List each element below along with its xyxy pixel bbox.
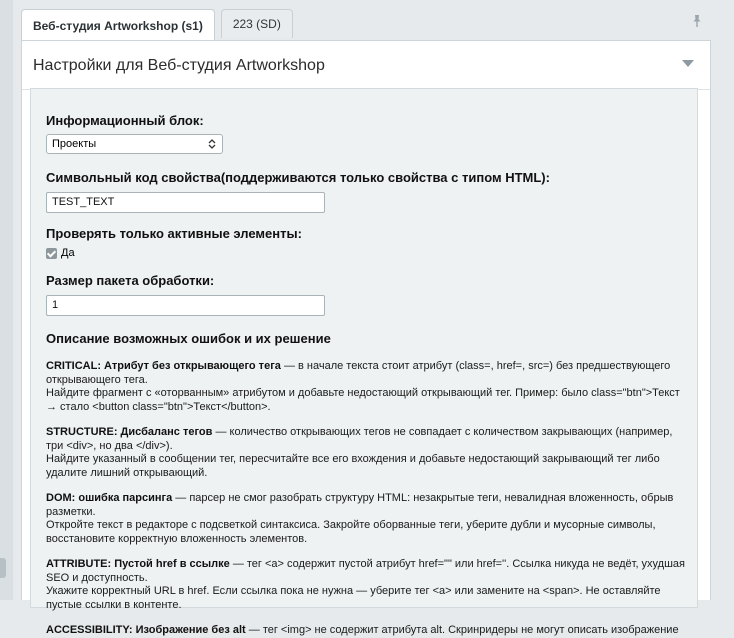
iblock-select[interactable] [46, 134, 223, 154]
errors-heading: Описание возможных ошибок и их решение [46, 331, 331, 346]
error-desc: — парсер не смог разобрать структуру HTML: незакрытые теги, невалидная вложенность, обрыв разметки. [46, 492, 674, 518]
error-item-attribute [46, 558, 686, 612]
error-item-dom [46, 492, 686, 546]
code-input[interactable]: TEST_TEXT [46, 192, 325, 213]
iblock-select-value: Проекты [52, 138, 97, 150]
error-title: DOM: ошибка парсинга [46, 492, 173, 504]
error-item-critical [46, 360, 686, 414]
checkbox-checked-icon[interactable] [46, 248, 57, 259]
batch-label: Размер пакета обработки: [46, 273, 215, 288]
error-title: ACCESSIBILITY: Изображение без alt [46, 624, 246, 636]
pin-icon[interactable] [690, 14, 704, 28]
panel-title: Настройки для Веб-студия Artworkshop [33, 57, 325, 74]
error-title: ATTRIBUTE: Пустой href в ссылке [46, 558, 230, 570]
active-label: Проверять только активные элементы: [46, 226, 302, 241]
error-fix: Откройте текст в редакторе с подсветкой синтаксиса. Закройте оборванные теги, уберите дубли и мусорные символы, восстановите корректную вложенность элементов. [46, 519, 656, 545]
error-item-structure [46, 426, 686, 480]
panel-header [22, 41, 710, 90]
left-gutter [0, 0, 13, 600]
collapse-triangle-icon[interactable] [682, 60, 694, 67]
error-desc: — тег <img> не содержит атрибута alt. Скринридеры не могут описать изображение [245, 624, 679, 636]
settings-form [30, 88, 698, 636]
scrollbar-handle[interactable] [0, 558, 6, 578]
error-fix: Укажите корректный URL в href. Если ссылка пока не нужна — уберите тег <a> или замените на <span>. Не оставляйте пустые ссылки в контенте. [46, 585, 661, 611]
error-desc: — количество открывающих тегов не совпадает с количеством закрывающих (например, три <div>, но два </div>). [46, 426, 673, 452]
tab-site-sd[interactable]: 223 (SD) [221, 9, 293, 38]
error-fix: Найдите указанный в сообщении тег, пересчитайте все его вхождения и добавьте недостающий закрывающий тег либо удалите лишний открывающий. [46, 453, 660, 479]
select-arrows-icon [207, 138, 217, 150]
site-tabs [21, 9, 293, 39]
active-checkbox-label: Да [61, 247, 75, 259]
error-fix: Найдите фрагмент с «оторванным» атрибутом и добавьте недостающий открывающий тег. Пример: было class="btn">Текст → стало <button class="btn">Текст</button>. [46, 387, 680, 413]
error-desc: — в начале текста стоит атрибут (class=, href=, src=) без предшествующего открывающего тега. [46, 360, 671, 386]
error-title: CRITICAL: Атрибут без открывающего тега [46, 360, 281, 372]
error-title: STRUCTURE: Дисбаланс тегов [46, 426, 213, 438]
batch-input[interactable]: 1 [46, 295, 325, 316]
error-desc: — тег <a> содержит пустой атрибут href="" или href=''. Ссылка никуда не ведёт, ухудшая SEO и доступность. [46, 558, 686, 584]
settings-panel [21, 40, 711, 636]
code-label: Символьный код свойства(поддерживаются только свойства с типом HTML): [46, 170, 550, 185]
tab-site-s1[interactable]: Веб-студия Artworkshop (s1) [21, 9, 215, 41]
iblock-label: Информационный блок: [46, 113, 204, 128]
active-checkbox-row[interactable] [46, 246, 686, 260]
error-item-accessibility [46, 624, 686, 638]
